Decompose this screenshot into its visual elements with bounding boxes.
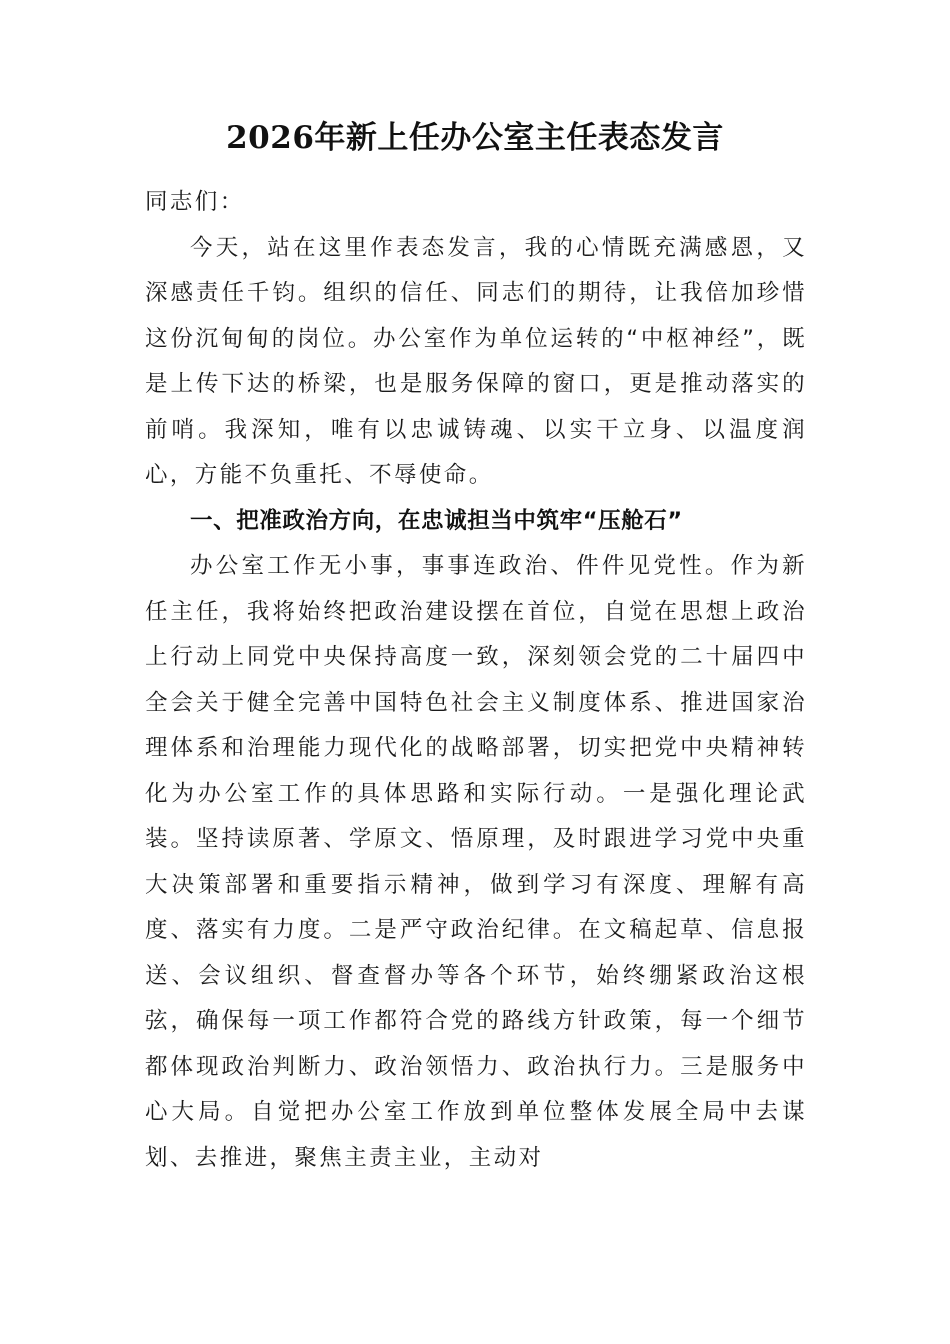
section-heading: 一、把准政治方向，在忠诚担当中筑牢“压舱石”	[190, 507, 683, 534]
intro-paragraph: 今天，站在这里作表态发言，我的心情既充满感恩，又深感责任千钧。组织的信任、同志们的期待，让我倍加珍惜这份沉甸甸的岗位。办公室作为单位运转的“中枢神经”，既是上传下达的桥梁，也是服务保障的窗口，更是推动落实的前哨。我深知，唯有以忠诚铸魂、以实干立身、以温度润心，方能不负重托、不辱使命。	[145, 234, 807, 488]
document-title: 2026年新上任办公室主任表态发言	[226, 120, 724, 156]
salutation: 同志们：	[145, 189, 245, 215]
document-body	[145, 180, 807, 1181]
section-paragraph: 办公室工作无小事，事事连政治、件件见党性。作为新任主任，我将始终把政治建设摆在首位，自觉在思想上政治上行动上同党中央保持高度一致，深刻领会党的二十届四中全会关于健全完善中国特色社会主义制度体系、推进国家治理体系和治理能力现代化的战略部署，切实把党中央精神转化为办公室工作的具体思路和实际行动。一是强化理论武装。坚持读原著、学原文、悟原理，及时跟进学习党中央重大决策部署和重要指示精神，做到学习有深度、理解有高度、落实有力度。二是严守政治纪律。在文稿起草、信息报送、会议组织、督查督办等各个环节，始终绷紧政治这根弦，确保每一项工作都符合党的路线方针政策，每一个细节都体现政治判断力、政治领悟力、政治执行力。三是服务中心大局。自觉把办公室工作放到单位整体发展全局中去谋划、去推进，聚焦主责主业，主动对	[145, 553, 807, 1171]
